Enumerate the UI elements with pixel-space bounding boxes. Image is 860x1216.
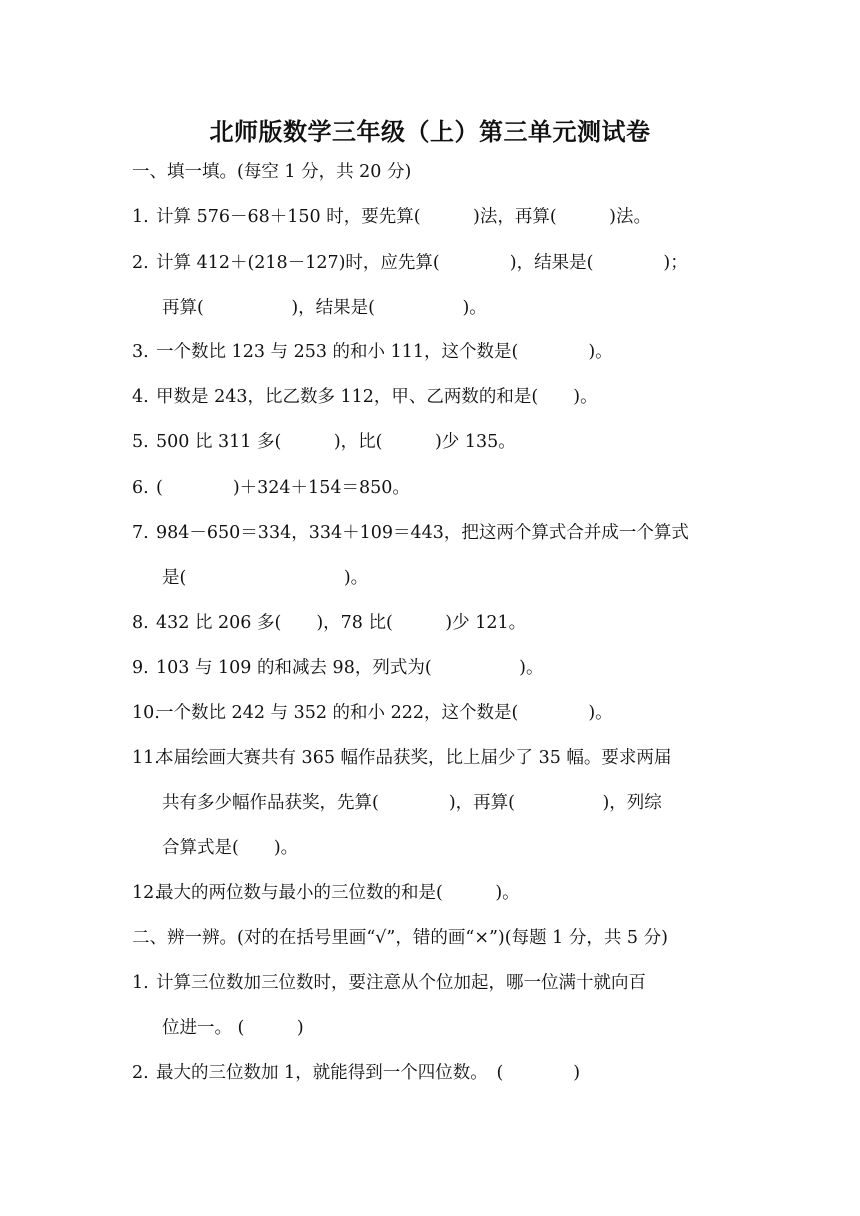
question-1 <box>132 205 651 229</box>
question-10 <box>132 701 613 725</box>
question-number: 10. <box>132 703 160 723</box>
question-number: 3. <box>132 342 149 362</box>
question-text: 最大的两位数与最小的三位数的和是( )。 <box>156 883 520 903</box>
question-6 <box>132 476 410 500</box>
question-2 <box>132 251 688 275</box>
question-text: 984－650＝334，334＋109＝443，把这两个算式合并成一个算式 <box>156 523 689 543</box>
section-heading-true-false: 二、辨一辨。(对的在括号里画“√”，错的画“×”)(每题 1 分，共 5 分) <box>132 928 668 948</box>
question-text: 一个数比 123 与 253 的和小 111，这个数是( )。 <box>156 342 613 362</box>
question-4 <box>132 385 598 409</box>
question-number: 5. <box>132 432 149 452</box>
question-number: 7. <box>132 523 149 543</box>
question-number: 2. <box>132 253 149 273</box>
question-12 <box>132 881 520 905</box>
question-text: 103 与 109 的和减去 98，列式为( )。 <box>156 658 544 678</box>
question-text: 500 比 311 多( )，比( )少 135。 <box>156 432 516 452</box>
question-number: 8. <box>132 613 149 633</box>
question-5 <box>132 430 516 454</box>
question-text: 甲数是 243，比乙数多 112，甲、乙两数的和是( )。 <box>156 387 598 407</box>
question-text: 计算 412＋(218－127)时，应先算( )，结果是( )； <box>156 253 688 273</box>
question-number: 4. <box>132 387 149 407</box>
question-2-line-2: 再算( )，结果是( )。 <box>162 298 487 318</box>
judge-question-1 <box>132 971 646 995</box>
question-text: 最大的三位数加 1，就能得到一个四位数。 ( ) <box>156 1063 581 1083</box>
question-text: 计算 576－68＋150 时，要先算( )法，再算( )法。 <box>156 207 652 227</box>
question-number: 11. <box>132 748 160 768</box>
question-7 <box>132 521 689 545</box>
judge-question-2 <box>132 1061 580 1085</box>
question-number: 2. <box>132 1063 149 1083</box>
question-text: 计算三位数加三位数时，要注意从个位加起，哪一位满十就向百 <box>156 973 646 993</box>
question-8 <box>132 611 526 635</box>
question-number: 9. <box>132 658 149 678</box>
judge-question-1-line-2: 位进一。 ( ) <box>162 1018 304 1038</box>
question-9 <box>132 656 543 680</box>
question-text: 本届绘画大赛共有 365 幅作品获奖，比上届少了 35 幅。要求两届 <box>156 748 672 768</box>
question-number: 1. <box>132 973 149 993</box>
question-text: ( )＋324＋154＝850。 <box>156 478 410 498</box>
question-11-line-2: 共有多少幅作品获奖，先算( )，再算( )，列综 <box>162 793 662 813</box>
question-11 <box>132 746 671 770</box>
section-heading-fill-in: 一、填一填。(每空 1 分，共 20 分) <box>132 162 412 182</box>
question-text: 一个数比 242 与 352 的和小 222，这个数是( )。 <box>156 703 613 723</box>
question-7-line-2: 是( )。 <box>162 568 369 588</box>
question-number: 12. <box>132 883 160 903</box>
question-text: 432 比 206 多( )，78 比( )少 121。 <box>156 613 527 633</box>
page-title: 北师版数学三年级（上）第三单元测试卷 <box>209 117 651 146</box>
question-11-line-3: 合算式是( )。 <box>162 838 299 858</box>
question-number: 6. <box>132 478 149 498</box>
question-number: 1. <box>132 207 149 227</box>
question-3 <box>132 340 613 364</box>
